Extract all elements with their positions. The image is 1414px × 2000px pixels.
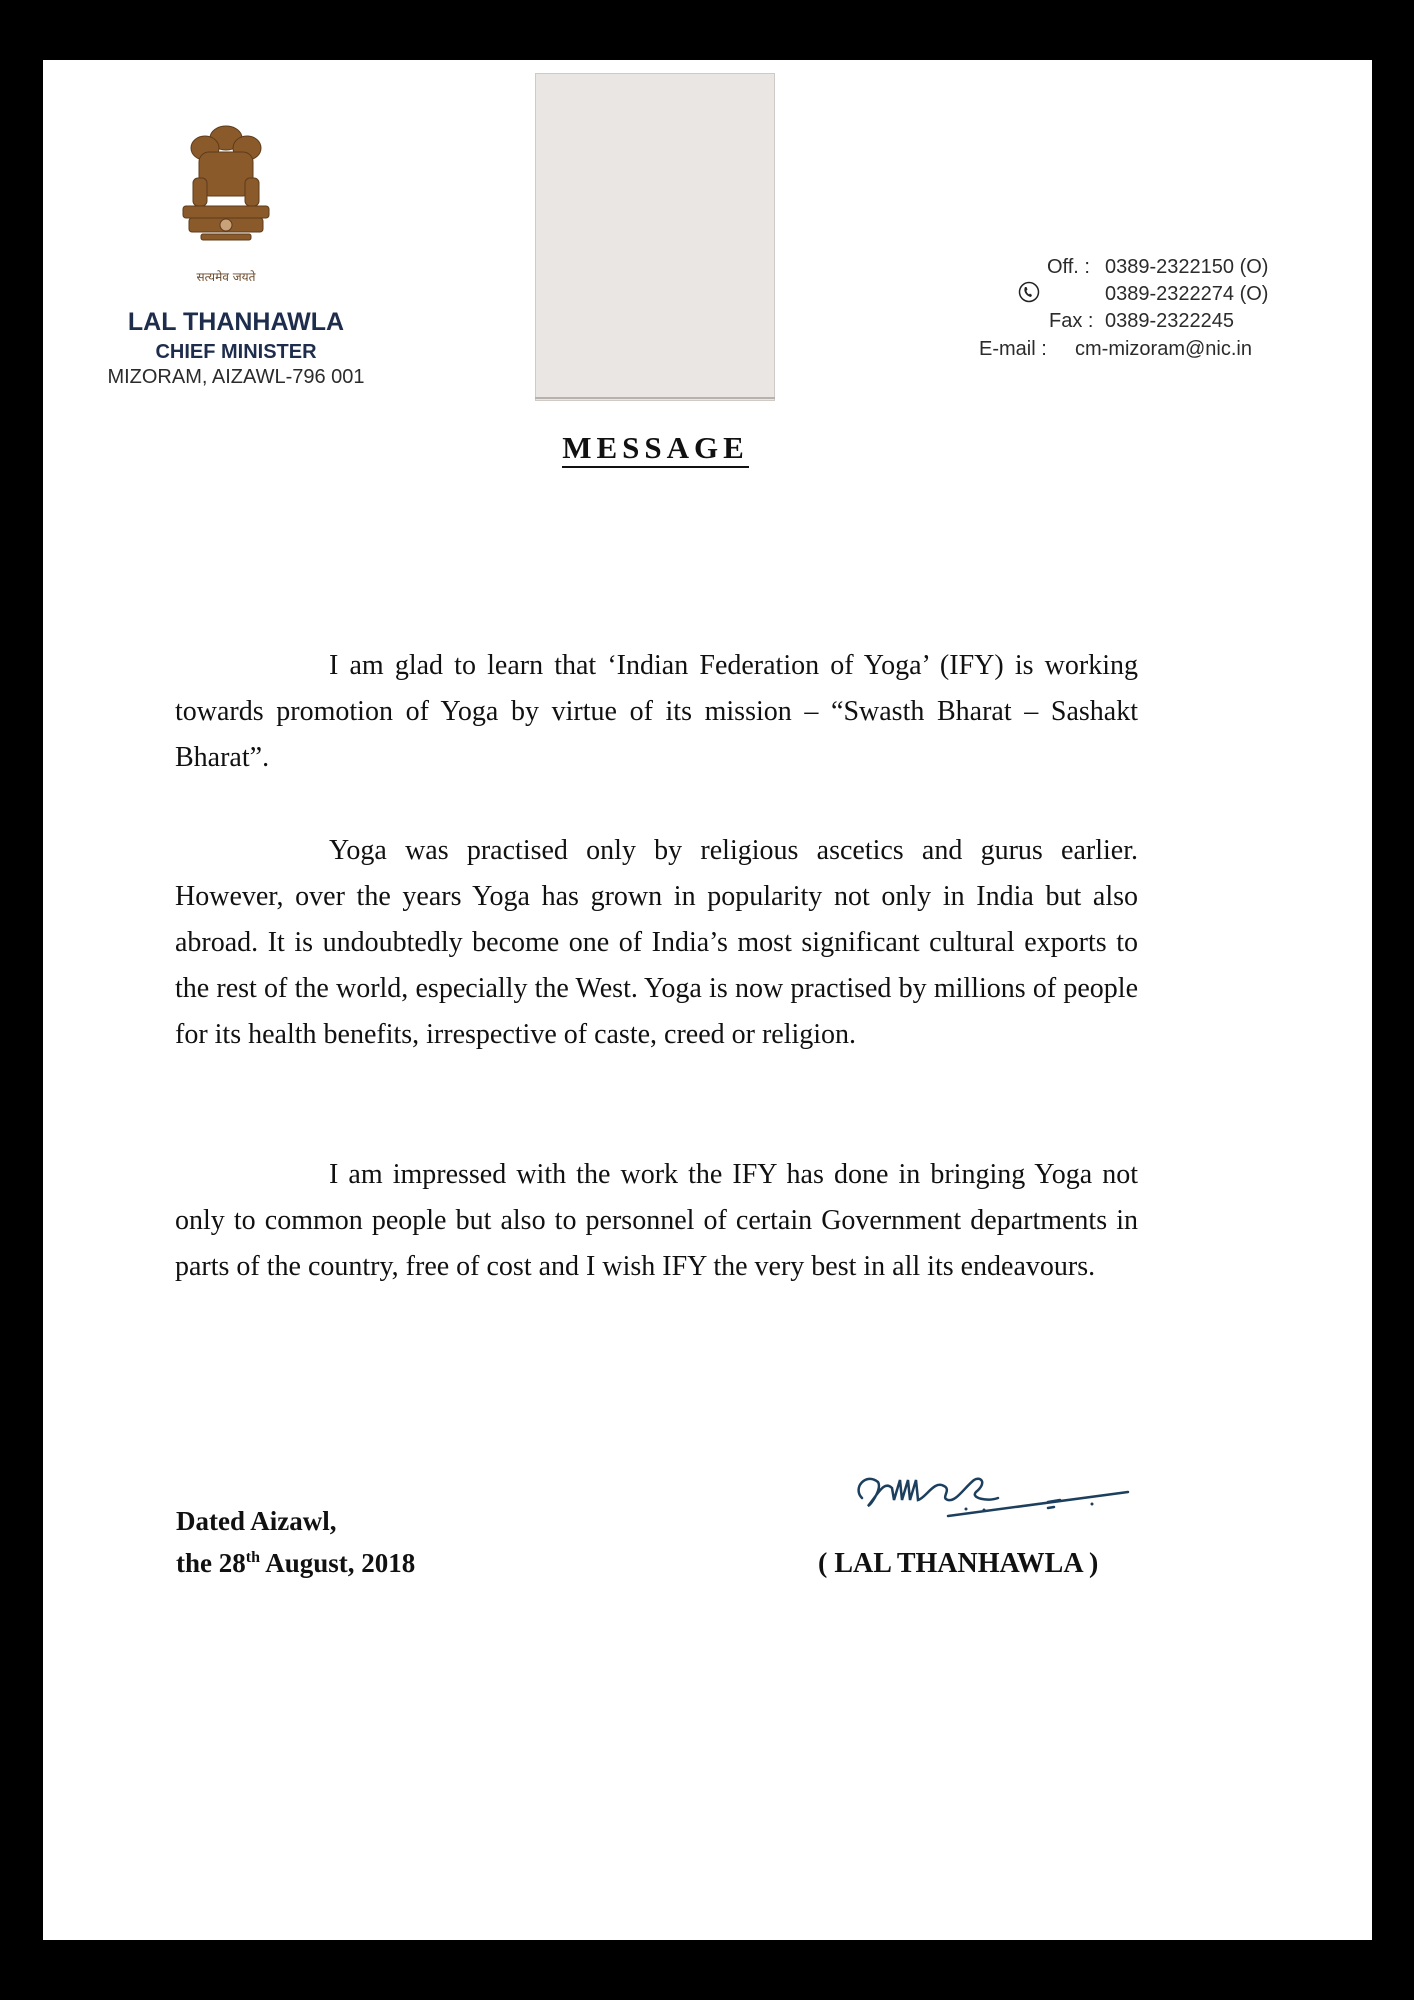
body-paragraph-3: I am impressed with the work the IFY has done in bringing Yoga not only to common people but also to personnel of certain Government departments in parts of the country, free of cost and I wish IFY the very best in all its endeavours.: [175, 1159, 1138, 1282]
office-label: Off. :: [1047, 256, 1090, 278]
dated-place: Dated Aizawl,: [176, 1506, 337, 1536]
message-title-text: MESSAGE: [562, 430, 749, 468]
emblem-motto: सत्यमेव जयते: [196, 270, 256, 284]
signature: [848, 1458, 1168, 1528]
residence-phone: 0389-2322274 (O): [1105, 283, 1269, 305]
body-paragraph-1: I am glad to learn that ‘Indian Federation of Yoga’ (IFY) is working towards promotion of Yoga by virtue of its mission – “Swasth Bharat – Sashakt Bharat”.: [175, 650, 1138, 773]
date-suffix: August, 2018: [259, 1548, 416, 1578]
portrait-photo: [535, 73, 775, 401]
body-paragraph-2: Yoga was practised only by religious ascetics and gurus earlier. However, over the years Yoga has grown in popularity not only in India but also abroad. It is undoubtedly become one of India’s most significant cultural exports to the rest of the world, especially the West. Yoga is now practised by millions of people for its health benefits, irrespective of caste, creed or religion.: [175, 835, 1138, 1050]
letter-page: [43, 60, 1372, 1940]
letterhead-designation: CHIEF MINISTER: [155, 341, 317, 363]
letterhead-address: MIZORAM, AIZAWL-796 001: [107, 366, 365, 388]
office-phone: 0389-2322150 (O): [1105, 256, 1269, 278]
signatory-name: ( LAL THANHAWLA ): [818, 1548, 1099, 1579]
email-label: E-mail :: [979, 338, 1047, 360]
phone-icon: [1018, 281, 1040, 303]
message-title: [43, 430, 1268, 466]
date-ordinal: th: [245, 1549, 260, 1566]
fax-number: 0389-2322245: [1105, 310, 1235, 332]
state-emblem-icon: [171, 122, 281, 250]
photo-underline: [535, 397, 775, 399]
email-address: cm-mizoram@nic.in: [1075, 338, 1252, 360]
dated-date: [176, 1548, 415, 1579]
fax-label: Fax :: [1049, 310, 1094, 332]
date-prefix: the 28: [176, 1548, 246, 1578]
letterhead-name: LAL THANHAWLA: [127, 308, 345, 336]
